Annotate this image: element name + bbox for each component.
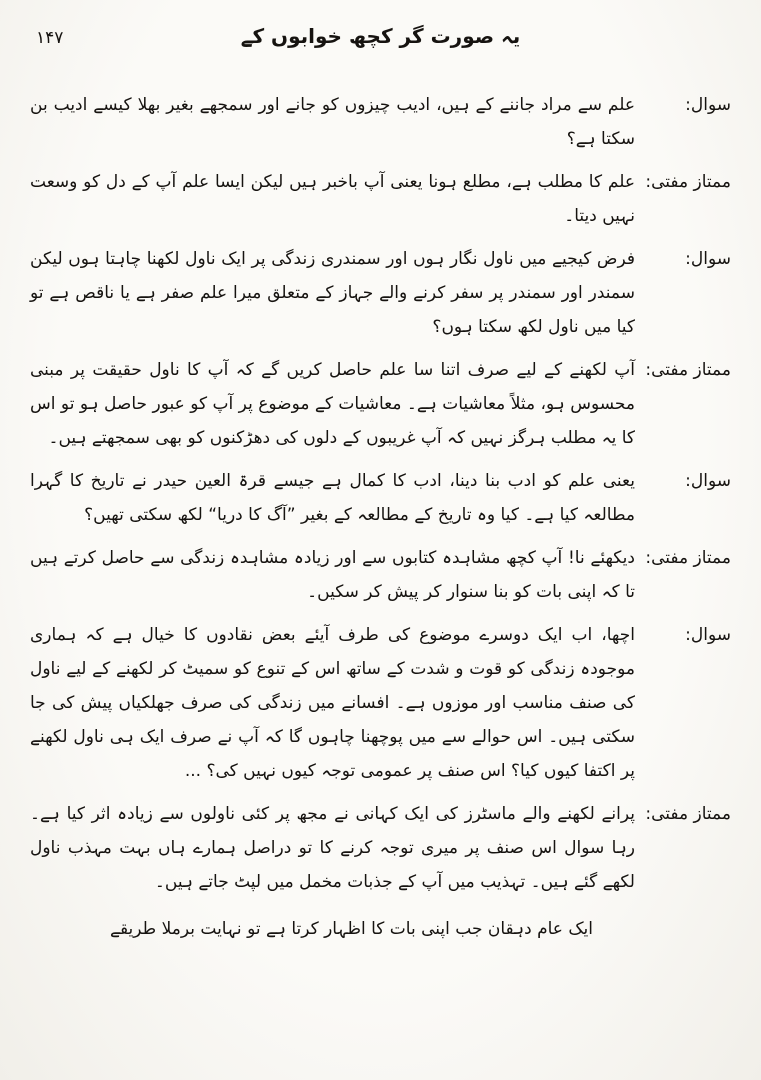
speaker-label: سوال: bbox=[685, 471, 731, 491]
dialogue-text: دیکھئے نا! آپ کچھ مشاہدہ کتابوں سے اور زیادہ مشاہدہ زندگی سے حاصل کرتے ہیں تا کہ اپنی بات کو بنا سنوار کر پیش کر سکیں۔ bbox=[30, 548, 635, 602]
dialogue-row bbox=[30, 88, 731, 156]
dialogue-row bbox=[30, 618, 731, 788]
dialogue-row bbox=[30, 464, 731, 532]
dialogue-text: علم سے مراد جاننے کے ہیں، ادیب چیزوں کو جانے اور سمجھے بغیر بھلا کیسے ادیب بن سکتا ہے؟ bbox=[30, 95, 635, 149]
page-number: ۱۴۷ bbox=[36, 28, 64, 48]
speaker-label: سوال: bbox=[685, 625, 731, 645]
speaker-label: سوال: bbox=[685, 249, 731, 269]
dialogue-row bbox=[30, 797, 731, 899]
dialogue-row bbox=[30, 541, 731, 609]
dialogue-row bbox=[30, 908, 731, 946]
dialogue-text: اچھا، اب ایک دوسرے موضوع کی طرف آیئے بعض نقادوں کا خیال ہے کہ ہماری موجودہ زندگی کو قوت و شدت کے ساتھ اس کے تنوع کو سمیٹ کر لکھنے کے لیے ناول کی صنف مناسب اور موزوں ہے۔ افسانے میں زندگی کی صرف جھلکیاں پیش کی جا سکتی ہیں۔ اس حوالے سے میں پوچھنا چاہوں گا کہ آپ نے صرف ایک ہی ناول لکھنے پر اکتفا کیوں کیا؟ اس صنف پر عمومی توجہ کیوں نہیں کی؟ ... bbox=[30, 625, 635, 781]
dialogue-list bbox=[30, 88, 731, 946]
dialogue-text: علم کا مطلب ہے، مطلع ہونا یعنی آپ باخبر ہیں لیکن ایسا علم آپ کے دل کو وسعت نہیں دیتا۔ bbox=[30, 172, 635, 226]
dialogue-row bbox=[30, 242, 731, 344]
dialogue-row bbox=[30, 353, 731, 455]
speaker-label: ممتاز مفتی: bbox=[645, 172, 731, 192]
dialogue-text: پرانے لکھنے والے ماسٹرز کی ایک کہانی نے مجھ پر کئی ناولوں سے زیادہ اثر کیا ہے۔ رہا سوال اس صنف پر میری توجہ کرنے کا تو دراصل ہمارے ہاں بہت مہذب ناول لکھے گئے ہیں۔ تہذیب میں آپ کے جذبات مخمل میں لپٹ جاتے ہیں۔ bbox=[30, 804, 635, 892]
speaker-label: ممتاز مفتی: bbox=[645, 804, 731, 824]
dialogue-text: فرض کیجیے میں ناول نگار ہوں اور سمندری زندگی پر ایک ناول لکھنا چاہتا ہوں لیکن سمندر اور سمندر پر سفر کرنے والے جہاز کے متعلق میرا علم صفر ہے یا ناقص ہے تو کیا میں ناول لکھ سکتا ہوں؟ bbox=[30, 249, 635, 337]
page-title: یہ صورت گر کچھ خوابوں کے bbox=[240, 24, 521, 48]
speaker-label: ممتاز مفتی: bbox=[645, 548, 731, 568]
dialogue-text: آپ لکھنے کے لیے صرف اتنا سا علم حاصل کریں گے کہ آپ کا ناول حقیقت پر مبنی محسوس ہو، مثلاً معاشیات ہے۔ معاشیات کے موضوع پر آپ کو عبور حاصل ہو تو اس کا یہ مطلب ہرگز نہیں کہ آپ غریبوں کے دلوں کی دھڑکنوں کو بھی سمجھتے ہیں۔ bbox=[30, 360, 635, 448]
page-header bbox=[30, 22, 731, 70]
dialogue-row bbox=[30, 165, 731, 233]
speaker-label: سوال: bbox=[685, 95, 731, 115]
speaker-label: ممتاز مفتی: bbox=[645, 360, 731, 380]
dialogue-text: یعنی علم کو ادب بنا دینا، ادب کا کمال ہے جیسے قرۃ العین حیدر نے تاریخ کا گہرا مطالعہ کیا ہے۔ کیا وہ تاریخ کے مطالعہ کے بغیر ”آگ کا دریا“ لکھ سکتی تھیں؟ bbox=[30, 471, 635, 525]
dialogue-text: ایک عام دہقان جب اپنی بات کا اظہار کرتا ہے تو نہایت برملا طریقے bbox=[110, 919, 593, 939]
